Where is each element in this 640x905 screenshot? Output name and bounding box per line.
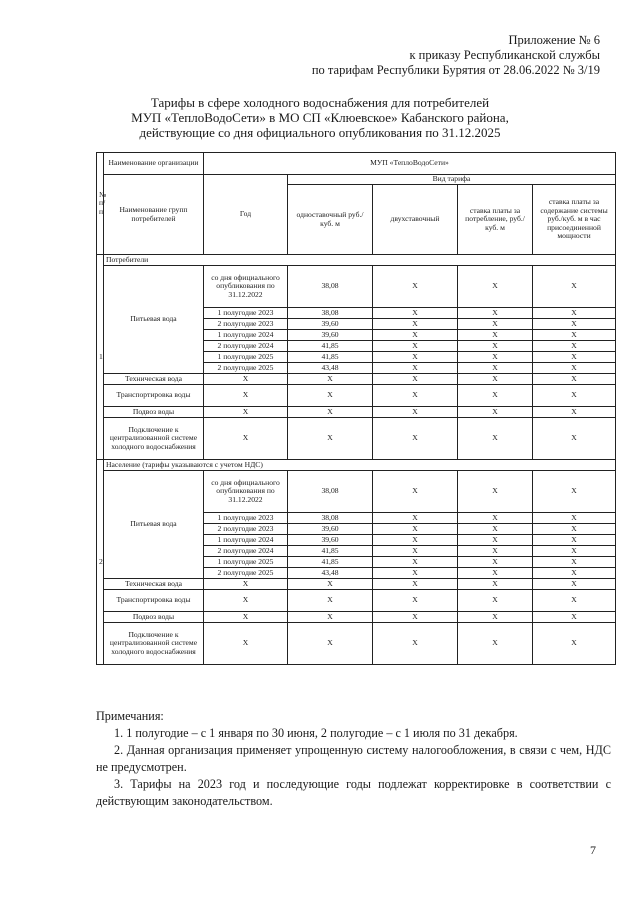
capacity-rate-cell: X xyxy=(533,266,616,308)
consumption-rate-cell: X xyxy=(458,385,533,407)
period-cell: 1 полугодие 2025 xyxy=(204,557,288,568)
single-rate-cell: 38,08 xyxy=(288,308,373,319)
table-row xyxy=(97,266,616,308)
double-rate-cell: X xyxy=(373,308,458,319)
document-title xyxy=(0,95,640,140)
double-rate-cell: X xyxy=(373,623,458,665)
double-rate-cell: X xyxy=(373,524,458,535)
single-rate-cell: 38,08 xyxy=(288,471,373,513)
capacity-rate-cell: X xyxy=(533,363,616,374)
capacity-rate-cell: X xyxy=(533,341,616,352)
note-1: 1. 1 полугодие – с 1 января по 30 июня, 2 полугодие – с 1 июля по 31 декабря. xyxy=(114,726,518,740)
notes xyxy=(96,708,611,810)
single-rate-cell: 39,60 xyxy=(288,330,373,341)
consumption-rate-cell: X xyxy=(458,546,533,557)
note-3: 3. Тарифы на 2023 год и последующие годы подлежат корректировке в соответствии с действующим законодательством. xyxy=(96,777,611,808)
consumption-rate-cell: X xyxy=(458,352,533,363)
period-cell: 2 полугодие 2024 xyxy=(204,341,288,352)
notes-heading: Примечания: xyxy=(96,709,164,723)
single-rate-cell: X xyxy=(288,407,373,418)
single-rate-cell: X xyxy=(288,385,373,407)
header-num: № п/п xyxy=(97,153,104,255)
header-consumption: ставка платы за потребление, руб./ куб. м xyxy=(458,185,533,255)
period-cell: X xyxy=(204,385,288,407)
capacity-rate-cell: X xyxy=(533,330,616,341)
capacity-rate-cell: X xyxy=(533,352,616,363)
period-cell: X xyxy=(204,374,288,385)
consumption-rate-cell: X xyxy=(458,407,533,418)
single-rate-cell: X xyxy=(288,579,373,590)
header-year: Год xyxy=(204,175,288,255)
appendix-header xyxy=(312,33,600,78)
header-tariff-type: Вид тарифа xyxy=(288,175,616,185)
service-label: Подключение к централизованной системе холодного водоснабжения xyxy=(104,418,204,460)
tariff-table xyxy=(96,152,616,665)
single-rate-cell: X xyxy=(288,590,373,612)
period-cell: со дня официального опубликования по 31.12.2022 xyxy=(204,471,288,513)
single-rate-cell: 43,48 xyxy=(288,363,373,374)
double-rate-cell: X xyxy=(373,374,458,385)
period-cell: 2 полугодие 2023 xyxy=(204,319,288,330)
double-rate-cell: X xyxy=(373,513,458,524)
double-rate-cell: X xyxy=(373,546,458,557)
consumption-rate-cell: X xyxy=(458,579,533,590)
period-cell: 1 полугодие 2024 xyxy=(204,535,288,546)
period-cell: X xyxy=(204,418,288,460)
capacity-rate-cell: X xyxy=(533,513,616,524)
table-row xyxy=(97,471,616,513)
period-cell: 2 полугодие 2023 xyxy=(204,524,288,535)
capacity-rate-cell: X xyxy=(533,308,616,319)
single-rate-cell: X xyxy=(288,418,373,460)
double-rate-cell: X xyxy=(373,341,458,352)
period-cell: 1 полугодие 2025 xyxy=(204,352,288,363)
header-org-name: Наименование организации xyxy=(104,153,204,175)
service-label: Транспортировка воды xyxy=(104,590,204,612)
service-label: Техническая вода xyxy=(104,374,204,385)
consumption-rate-cell: X xyxy=(458,557,533,568)
table-row xyxy=(97,418,616,460)
consumption-rate-cell: X xyxy=(458,374,533,385)
single-rate-cell: X xyxy=(288,374,373,385)
consumption-rate-cell: X xyxy=(458,612,533,623)
double-rate-cell: X xyxy=(373,418,458,460)
double-rate-cell: X xyxy=(373,330,458,341)
consumption-rate-cell: X xyxy=(458,418,533,460)
header-double: двухставочный xyxy=(373,185,458,255)
table-row xyxy=(97,385,616,407)
section-title-row xyxy=(97,460,616,471)
consumption-rate-cell: X xyxy=(458,341,533,352)
capacity-rate-cell: X xyxy=(533,407,616,418)
period-cell: 2 полугодие 2024 xyxy=(204,546,288,557)
single-rate-cell: X xyxy=(288,612,373,623)
page-number: 7 xyxy=(590,843,596,857)
capacity-rate-cell: X xyxy=(533,374,616,385)
period-cell: 1 полугодие 2024 xyxy=(204,330,288,341)
double-rate-cell: X xyxy=(373,535,458,546)
consumption-rate-cell: X xyxy=(458,524,533,535)
single-rate-cell: 39,60 xyxy=(288,535,373,546)
period-cell: 1 полугодие 2023 xyxy=(204,513,288,524)
header-single: одноставочный руб./ куб. м xyxy=(288,185,373,255)
consumption-rate-cell: X xyxy=(458,319,533,330)
single-rate-cell: 38,08 xyxy=(288,266,373,308)
double-rate-cell: X xyxy=(373,407,458,418)
capacity-rate-cell: X xyxy=(533,557,616,568)
double-rate-cell: X xyxy=(373,319,458,330)
single-rate-cell: X xyxy=(288,623,373,665)
capacity-rate-cell: X xyxy=(533,471,616,513)
consumption-rate-cell: X xyxy=(458,590,533,612)
capacity-rate-cell: X xyxy=(533,418,616,460)
double-rate-cell: X xyxy=(373,471,458,513)
service-label: Подключение к централизованной системе холодного водоснабжения xyxy=(104,623,204,665)
consumption-rate-cell: X xyxy=(458,568,533,579)
single-rate-cell: 41,85 xyxy=(288,341,373,352)
org-name: МУП «ТеплоВодоСети» xyxy=(204,153,616,175)
section-title: Население (тарифы указываются с учетом НДС) xyxy=(104,460,616,471)
section-title: Потребители xyxy=(104,255,616,266)
double-rate-cell: X xyxy=(373,568,458,579)
period-cell: X xyxy=(204,612,288,623)
single-rate-cell: 38,08 xyxy=(288,513,373,524)
consumption-rate-cell: X xyxy=(458,363,533,374)
table-row xyxy=(97,579,616,590)
service-label: Техническая вода xyxy=(104,579,204,590)
double-rate-cell: X xyxy=(373,266,458,308)
double-rate-cell: X xyxy=(373,385,458,407)
double-rate-cell: X xyxy=(373,612,458,623)
capacity-rate-cell: X xyxy=(533,319,616,330)
capacity-rate-cell: X xyxy=(533,524,616,535)
consumption-rate-cell: X xyxy=(458,471,533,513)
drinking-water-label: Питьевая вода xyxy=(104,266,204,374)
double-rate-cell: X xyxy=(373,590,458,612)
single-rate-cell: 43,48 xyxy=(288,568,373,579)
title-line-2: МУП «ТеплоВодоСети» в МО СП «Клюевское» Кабанского района, xyxy=(131,110,509,125)
service-label: Транспортировка воды xyxy=(104,385,204,407)
capacity-rate-cell: X xyxy=(533,385,616,407)
table-row xyxy=(97,590,616,612)
title-line-3: действующие со дня официального опубликования по 31.12.2025 xyxy=(139,125,501,140)
table-row xyxy=(97,374,616,385)
period-cell: 1 полугодие 2023 xyxy=(204,308,288,319)
double-rate-cell: X xyxy=(373,363,458,374)
service-label: Подвоз воды xyxy=(104,407,204,418)
drinking-water-label: Питьевая вода xyxy=(104,471,204,579)
capacity-rate-cell: X xyxy=(533,535,616,546)
header-groups: Наименование групп потребителей xyxy=(104,175,204,255)
period-cell: 2 полугодие 2025 xyxy=(204,363,288,374)
consumption-rate-cell: X xyxy=(458,623,533,665)
title-line-1: Тарифы в сфере холодного водоснабжения для потребителей xyxy=(150,95,490,110)
period-cell: X xyxy=(204,579,288,590)
single-rate-cell: 41,85 xyxy=(288,557,373,568)
double-rate-cell: X xyxy=(373,579,458,590)
table-row xyxy=(97,407,616,418)
table-row xyxy=(97,612,616,623)
header-capacity: ставка платы за содержание системы руб./куб. м в час присоединенной мощности xyxy=(533,185,616,255)
single-rate-cell: 39,60 xyxy=(288,319,373,330)
capacity-rate-cell: X xyxy=(533,612,616,623)
capacity-rate-cell: X xyxy=(533,579,616,590)
single-rate-cell: 41,85 xyxy=(288,352,373,363)
consumption-rate-cell: X xyxy=(458,308,533,319)
single-rate-cell: 39,60 xyxy=(288,524,373,535)
double-rate-cell: X xyxy=(373,352,458,363)
double-rate-cell: X xyxy=(373,557,458,568)
section-num: 1 xyxy=(97,255,104,460)
capacity-rate-cell: X xyxy=(533,568,616,579)
service-label: Подвоз воды xyxy=(104,612,204,623)
consumption-rate-cell: X xyxy=(458,330,533,341)
table-row xyxy=(97,623,616,665)
consumption-rate-cell: X xyxy=(458,535,533,546)
period-cell: 2 полугодие 2025 xyxy=(204,568,288,579)
capacity-rate-cell: X xyxy=(533,590,616,612)
single-rate-cell: 41,85 xyxy=(288,546,373,557)
section-num: 2 xyxy=(97,460,104,665)
period-cell: X xyxy=(204,590,288,612)
appendix-line-2: к приказу Республиканской службы xyxy=(409,48,600,62)
section-title-row xyxy=(97,255,616,266)
appendix-line-1: Приложение № 6 xyxy=(508,33,600,47)
consumption-rate-cell: X xyxy=(458,266,533,308)
appendix-line-3: по тарифам Республики Бурятия от 28.06.2022 № 3/19 xyxy=(311,63,600,77)
period-cell: X xyxy=(204,623,288,665)
consumption-rate-cell: X xyxy=(458,513,533,524)
period-cell: X xyxy=(204,407,288,418)
capacity-rate-cell: X xyxy=(533,546,616,557)
period-cell: со дня официального опубликования по 31.12.2022 xyxy=(204,266,288,308)
note-2: 2. Данная организация применяет упрощенную систему налогообложения, в связи с чем, НДС не предусмотрен. xyxy=(96,743,611,774)
capacity-rate-cell: X xyxy=(533,623,616,665)
